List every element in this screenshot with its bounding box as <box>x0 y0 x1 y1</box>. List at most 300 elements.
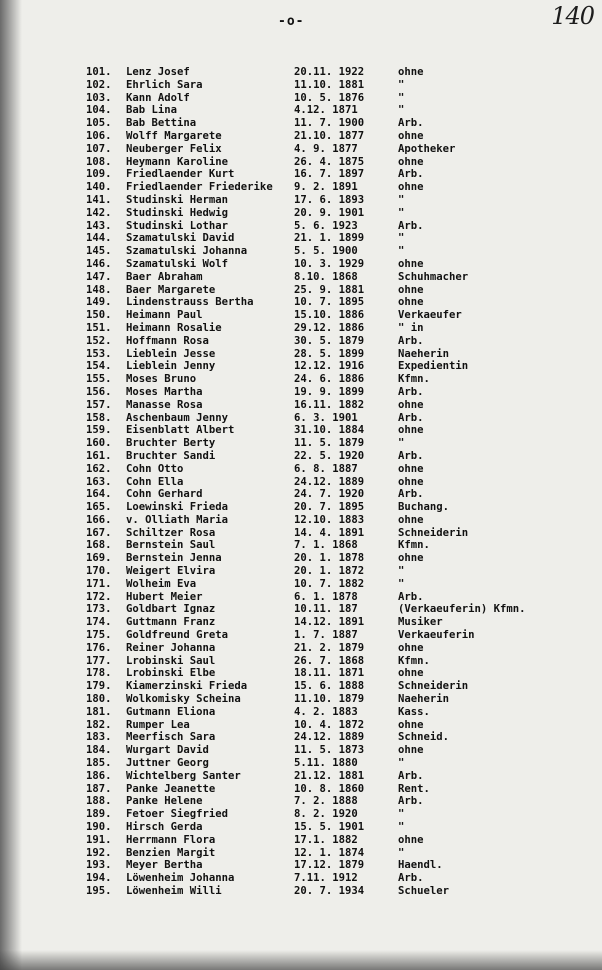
entry-number: 102. <box>86 78 112 91</box>
entry-number: 179. <box>86 680 112 693</box>
list-entry <box>86 488 596 501</box>
entry-name: Heimann Paul <box>126 309 203 322</box>
entry-occupation: Haendl. <box>398 859 443 872</box>
entry-birth-date: 10. 7. 1882 <box>294 577 365 590</box>
list-entry <box>86 578 596 591</box>
entry-name: Bruchter Berty <box>126 437 216 450</box>
entry-number: 142. <box>86 206 112 219</box>
entry-number: 143. <box>86 219 112 232</box>
entry-name: Lieblein Jesse <box>126 347 216 360</box>
entry-occupation: ohne <box>398 462 424 475</box>
list-entry <box>86 731 596 744</box>
entry-name: Baer Margarete <box>126 283 216 296</box>
list-entry <box>86 616 596 629</box>
list-entry <box>86 501 596 514</box>
list-entry <box>86 476 596 489</box>
entry-occupation: " <box>398 104 405 117</box>
entry-number: 182. <box>86 718 112 731</box>
entry-occupation: " <box>398 245 405 258</box>
entry-birth-date: 4. 9. 1877 <box>294 142 358 155</box>
entry-name: Wolff Margarete <box>126 129 222 142</box>
entry-occupation: " <box>398 193 405 206</box>
list-entry <box>86 885 596 898</box>
entry-name: Meyer Bertha <box>126 859 203 872</box>
entry-name: Reiner Johanna <box>126 641 216 654</box>
list-entry <box>86 527 596 540</box>
entry-birth-date: 11.10. 1879 <box>294 693 365 706</box>
entry-birth-date: 21.12. 1881 <box>294 769 365 782</box>
entry-name: Löwenheim Willi <box>126 885 222 897</box>
entry-name: Goldbart Ignaz <box>126 603 216 616</box>
entry-name: Wurgart David <box>126 744 209 757</box>
entry-occupation: Kfmn. <box>398 654 430 667</box>
entry-occupation: (Verkaeuferin) Kfmn. <box>398 603 526 616</box>
entry-birth-date: 4. 2. 1883 <box>294 705 358 718</box>
list-entry <box>86 271 596 284</box>
entry-number: 184. <box>86 744 112 757</box>
list-entry <box>86 181 596 194</box>
entry-occupation: Arb. <box>398 219 424 232</box>
entry-number: 164. <box>86 488 112 501</box>
entry-name: Guttmann Franz <box>126 616 216 629</box>
entry-occupation: ohne <box>398 641 424 654</box>
entry-name: Wolheim Eva <box>126 577 197 590</box>
list-entry <box>86 143 596 156</box>
entry-occupation: " <box>398 846 405 859</box>
entry-name: Benzien Margit <box>126 846 216 859</box>
entry-name: Herrmann Flora <box>126 833 216 846</box>
entry-occupation: Buchang. <box>398 501 450 514</box>
entry-number: 170. <box>86 565 112 578</box>
entry-number: 185. <box>86 757 112 770</box>
entry-occupation: Arb. <box>398 117 424 130</box>
entry-name: Rumper Lea <box>126 718 190 731</box>
entry-number: 192. <box>86 846 112 859</box>
entry-name: Wolkomisky Scheina <box>126 693 241 706</box>
entry-number: 152. <box>86 334 112 347</box>
entry-occupation: ohne <box>398 667 424 680</box>
list-entry <box>86 706 596 719</box>
entry-name: Szamatulski Wolf <box>126 257 229 270</box>
list-entry <box>86 207 596 220</box>
entry-number: 168. <box>86 539 112 552</box>
entry-name: Fetoer Siegfried <box>126 808 229 821</box>
list-entry <box>86 680 596 693</box>
entry-occupation: Kfmn. <box>398 373 430 386</box>
handwritten-page-number: 140 <box>551 2 594 30</box>
entry-name: Neuberger Felix <box>126 142 222 155</box>
entry-occupation: Naeherin <box>398 693 450 706</box>
entry-birth-date: 7.11. 1912 <box>294 872 358 885</box>
entry-name: Panke Helene <box>126 795 203 808</box>
entry-number: 146. <box>86 257 112 270</box>
list-entry <box>86 693 596 706</box>
entry-occupation: Arb. <box>398 795 424 808</box>
entry-occupation: Arb. <box>398 590 424 603</box>
list-entry <box>86 194 596 207</box>
list-entry <box>86 834 596 847</box>
entry-occupation: Arb. <box>398 168 424 181</box>
entry-birth-date: 28. 5. 1899 <box>294 347 365 360</box>
entry-occupation: ohne <box>398 283 424 296</box>
list-entry <box>86 168 596 181</box>
entry-number: 181. <box>86 705 112 718</box>
entry-birth-date: 12.10. 1883 <box>294 513 365 526</box>
list-entry <box>86 795 596 808</box>
scan-edge-shadow <box>0 0 22 970</box>
list-entry <box>86 565 596 578</box>
entry-occupation: Apotheker <box>398 142 456 155</box>
entry-birth-date: 24.12. 1889 <box>294 731 365 744</box>
entry-occupation: ohne <box>398 181 424 194</box>
entry-number: 107. <box>86 142 112 155</box>
entry-birth-date: 10. 3. 1929 <box>294 257 365 270</box>
entry-number: 194. <box>86 872 112 885</box>
list-entry <box>86 872 596 885</box>
entry-name: Schiltzer Rosa <box>126 526 216 539</box>
entry-birth-date: 24. 7. 1920 <box>294 488 365 501</box>
entry-birth-date: 4.12. 1871 <box>294 104 358 117</box>
entry-number: 140. <box>86 181 112 194</box>
list-entry <box>86 104 596 117</box>
entry-name: Friedlaender Kurt <box>126 168 235 181</box>
entry-occupation: Arb. <box>398 411 424 424</box>
list-entry <box>86 552 596 565</box>
entry-occupation: " in <box>398 321 424 334</box>
entry-name: Wichtelberg Santer <box>126 769 241 782</box>
list-entry <box>86 719 596 732</box>
entry-birth-date: 21. 1. 1899 <box>294 232 365 245</box>
entry-number: 104. <box>86 104 112 117</box>
entry-birth-date: 21.10. 1877 <box>294 129 365 142</box>
entry-birth-date: 14. 4. 1891 <box>294 526 365 539</box>
entry-name: Bernstein Saul <box>126 539 216 552</box>
list-entry <box>86 79 596 92</box>
entry-number: 157. <box>86 398 112 411</box>
entry-occupation: ohne <box>398 718 424 731</box>
entry-occupation: " <box>398 808 405 821</box>
entry-name: Bernstein Jenna <box>126 552 222 565</box>
entry-name: Manasse Rosa <box>126 398 203 411</box>
list-entry <box>86 309 596 322</box>
entry-number: 159. <box>86 424 112 437</box>
entry-occupation: Schneiderin <box>398 526 469 539</box>
entry-number: 195. <box>86 885 112 897</box>
entry-name: Studinski Lothar <box>126 219 229 232</box>
entry-birth-date: 10. 7. 1895 <box>294 296 365 309</box>
entry-birth-date: 11. 5. 1873 <box>294 744 365 757</box>
entry-name: Weigert Elvira <box>126 565 216 578</box>
list-entry <box>86 591 596 604</box>
entry-name: Cohn Ella <box>126 475 184 488</box>
entry-occupation: ohne <box>398 424 424 437</box>
entry-occupation: " <box>398 206 405 219</box>
entry-name: Hoffmann Rosa <box>126 334 209 347</box>
entry-birth-date: 1. 7. 1887 <box>294 629 358 642</box>
entry-occupation: ohne <box>398 155 424 168</box>
entry-name: Meerfisch Sara <box>126 731 216 744</box>
entry-occupation: ohne <box>398 296 424 309</box>
entry-name: Kann Adolf <box>126 91 190 104</box>
list-entry <box>86 808 596 821</box>
entry-occupation: " <box>398 757 405 770</box>
scan-bottom-shadow <box>0 950 602 970</box>
entry-number: 101. <box>86 66 112 78</box>
entry-birth-date: 20.11. 1922 <box>294 66 365 78</box>
entry-occupation: Arb. <box>398 769 424 782</box>
entry-number: 167. <box>86 526 112 539</box>
entry-birth-date: 24.12. 1889 <box>294 475 365 488</box>
entry-name: Panke Jeanette <box>126 782 216 795</box>
entry-name: Moses Martha <box>126 385 203 398</box>
entry-number: 145. <box>86 245 112 258</box>
entry-occupation: ohne <box>398 398 424 411</box>
entry-birth-date: 12.12. 1916 <box>294 360 365 373</box>
entry-name: Studinski Hedwig <box>126 206 229 219</box>
entry-birth-date: 25. 9. 1881 <box>294 283 365 296</box>
list-entry <box>86 667 596 680</box>
entry-name: Aschenbaum Jenny <box>126 411 229 424</box>
entry-occupation: ohne <box>398 833 424 846</box>
entry-name: Cohn Gerhard <box>126 488 203 501</box>
entry-birth-date: 15. 5. 1901 <box>294 821 365 834</box>
entry-name: Ehrlich Sara <box>126 78 203 91</box>
entry-number: 106. <box>86 129 112 142</box>
entry-number: 158. <box>86 411 112 424</box>
entry-birth-date: 10.11. 187 <box>294 603 358 616</box>
list-entry <box>86 245 596 258</box>
entry-birth-date: 7. 2. 1888 <box>294 795 358 808</box>
entry-name: v. Olliath Maria <box>126 513 229 526</box>
list-entry <box>86 296 596 309</box>
entry-birth-date: 7. 1. 1868 <box>294 539 358 552</box>
entry-occupation: Rent. <box>398 782 430 795</box>
entry-number: 189. <box>86 808 112 821</box>
entry-occupation: " <box>398 91 405 104</box>
entry-occupation: ohne <box>398 513 424 526</box>
entry-number: 162. <box>86 462 112 475</box>
entry-birth-date: 14.12. 1891 <box>294 616 365 629</box>
entry-occupation: Schneid. <box>398 731 450 744</box>
entry-number: 169. <box>86 552 112 565</box>
entry-number: 186. <box>86 769 112 782</box>
entry-number: 177. <box>86 654 112 667</box>
entry-birth-date: 6. 1. 1878 <box>294 590 358 603</box>
entry-name: Bab Bettina <box>126 117 197 130</box>
entry-occupation: " <box>398 577 405 590</box>
list-entry <box>86 847 596 860</box>
entry-number: 147. <box>86 270 112 283</box>
entry-occupation: ohne <box>398 129 424 142</box>
entry-number: 105. <box>86 117 112 130</box>
entry-birth-date: 17. 6. 1893 <box>294 193 365 206</box>
entry-birth-date: 5.11. 1880 <box>294 757 358 770</box>
entry-birth-date: 8. 2. 1920 <box>294 808 358 821</box>
entry-name: Heymann Karoline <box>126 155 229 168</box>
entry-number: 188. <box>86 795 112 808</box>
entry-birth-date: 20. 1. 1878 <box>294 552 365 565</box>
list-entry <box>86 821 596 834</box>
list-entry <box>86 220 596 233</box>
entry-birth-date: 15.10. 1886 <box>294 309 365 322</box>
list-entry <box>86 412 596 425</box>
list-entry <box>86 783 596 796</box>
entry-name: Friedlaender Friederike <box>126 181 273 194</box>
entry-number: 180. <box>86 693 112 706</box>
entry-number: 103. <box>86 91 112 104</box>
entry-number: 171. <box>86 577 112 590</box>
entry-number: 108. <box>86 155 112 168</box>
name-list <box>86 66 596 898</box>
entry-number: 109. <box>86 168 112 181</box>
list-entry <box>86 424 596 437</box>
list-entry <box>86 156 596 169</box>
list-entry <box>86 284 596 297</box>
entry-birth-date: 18.11. 1871 <box>294 667 365 680</box>
entry-birth-date: 8.10. 1868 <box>294 270 358 283</box>
list-entry <box>86 603 596 616</box>
entry-occupation: Arb. <box>398 872 424 885</box>
entry-number: 151. <box>86 321 112 334</box>
entry-birth-date: 5. 6. 1923 <box>294 219 358 232</box>
list-entry <box>86 514 596 527</box>
entry-name: Baer Abraham <box>126 270 203 283</box>
entry-occupation: Arb. <box>398 385 424 398</box>
entry-number: 155. <box>86 373 112 386</box>
entry-occupation: " <box>398 78 405 91</box>
entry-number: 172. <box>86 590 112 603</box>
entry-birth-date: 16. 7. 1897 <box>294 168 365 181</box>
entry-birth-date: 10. 5. 1876 <box>294 91 365 104</box>
entry-occupation: ohne <box>398 552 424 565</box>
entry-occupation: Verkaeuferin <box>398 629 475 642</box>
list-entry <box>86 348 596 361</box>
list-entry <box>86 335 596 348</box>
entry-number: 193. <box>86 859 112 872</box>
entry-occupation: Kass. <box>398 705 430 718</box>
entry-name: Studinski Herman <box>126 193 229 206</box>
entry-number: 161. <box>86 449 112 462</box>
list-entry <box>86 66 596 79</box>
entry-birth-date: 11.10. 1881 <box>294 78 365 91</box>
entry-occupation: " <box>398 232 405 245</box>
entry-number: 176. <box>86 641 112 654</box>
entry-number: 154. <box>86 360 112 373</box>
entry-birth-date: 10. 4. 1872 <box>294 718 365 731</box>
entry-occupation: Musiker <box>398 616 443 629</box>
entry-name: Lrobinski Saul <box>126 654 216 667</box>
entry-birth-date: 24. 6. 1886 <box>294 373 365 386</box>
entry-occupation: Arb. <box>398 488 424 501</box>
list-entry <box>86 655 596 668</box>
entry-name: Eisenblatt Albert <box>126 424 235 437</box>
entry-occupation: ohne <box>398 257 424 270</box>
list-entry <box>86 360 596 373</box>
list-entry <box>86 642 596 655</box>
list-entry <box>86 859 596 872</box>
entry-name: Bruchter Sandi <box>126 449 216 462</box>
entry-occupation: Kfmn. <box>398 539 430 552</box>
entry-birth-date: 15. 6. 1888 <box>294 680 365 693</box>
entry-birth-date: 5. 5. 1900 <box>294 245 358 258</box>
entry-name: Lrobinski Elbe <box>126 667 216 680</box>
entry-occupation: Schueler <box>398 885 450 897</box>
entry-number: 190. <box>86 821 112 834</box>
list-entry <box>86 117 596 130</box>
entry-name: Hirsch Gerda <box>126 821 203 834</box>
entry-number: 160. <box>86 437 112 450</box>
list-entry <box>86 629 596 642</box>
entry-name: Bab Lina <box>126 104 178 117</box>
list-entry <box>86 373 596 386</box>
entry-number: 150. <box>86 309 112 322</box>
entry-name: Hubert Meier <box>126 590 203 603</box>
entry-occupation: " <box>398 565 405 578</box>
list-entry <box>86 437 596 450</box>
entry-birth-date: 19. 9. 1899 <box>294 385 365 398</box>
entry-birth-date: 26. 4. 1875 <box>294 155 365 168</box>
entry-name: Szamatulski Johanna <box>126 245 248 258</box>
entry-number: 144. <box>86 232 112 245</box>
entry-occupation: ohne <box>398 744 424 757</box>
entry-name: Lenz Josef <box>126 66 190 78</box>
entry-number: 149. <box>86 296 112 309</box>
entry-occupation: ohne <box>398 66 424 78</box>
entry-birth-date: 6. 8. 1887 <box>294 462 358 475</box>
entry-name: Szamatulski David <box>126 232 235 245</box>
entry-occupation: Expedientin <box>398 360 469 373</box>
list-entry <box>86 130 596 143</box>
entry-birth-date: 17.12. 1879 <box>294 859 365 872</box>
entry-number: 166. <box>86 513 112 526</box>
entry-number: 174. <box>86 616 112 629</box>
entry-number: 153. <box>86 347 112 360</box>
entry-birth-date: 29.12. 1886 <box>294 321 365 334</box>
list-entry <box>86 770 596 783</box>
list-entry <box>86 322 596 335</box>
entry-number: 191. <box>86 833 112 846</box>
list-entry <box>86 539 596 552</box>
entry-name: Moses Bruno <box>126 373 197 386</box>
entry-number: 183. <box>86 731 112 744</box>
list-entry <box>86 399 596 412</box>
entry-occupation: " <box>398 821 405 834</box>
entry-number: 175. <box>86 629 112 642</box>
entry-number: 173. <box>86 603 112 616</box>
entry-number: 187. <box>86 782 112 795</box>
entry-birth-date: 20. 7. 1895 <box>294 501 365 514</box>
list-entry <box>86 232 596 245</box>
entry-occupation: Verkaeufer <box>398 309 462 322</box>
entry-birth-date: 20. 7. 1934 <box>294 885 365 897</box>
entry-occupation: Schneiderin <box>398 680 469 693</box>
entry-birth-date: 20. 1. 1872 <box>294 565 365 578</box>
entry-name: Kiamerzinski Frieda <box>126 680 248 693</box>
page-marker: -o- <box>278 14 305 29</box>
list-entry <box>86 744 596 757</box>
entry-name: Cohn Otto <box>126 462 184 475</box>
entry-occupation: Schuhmacher <box>398 270 469 283</box>
entry-occupation: ohne <box>398 475 424 488</box>
entry-birth-date: 10. 8. 1860 <box>294 782 365 795</box>
entry-name: Juttner Georg <box>126 757 209 770</box>
entry-occupation: " <box>398 437 405 450</box>
entry-birth-date: 31.10. 1884 <box>294 424 365 437</box>
list-entry <box>86 92 596 105</box>
entry-name: Lindenstrauss Bertha <box>126 296 254 309</box>
entry-name: Lieblein Jenny <box>126 360 216 373</box>
entry-occupation: Arb. <box>398 334 424 347</box>
